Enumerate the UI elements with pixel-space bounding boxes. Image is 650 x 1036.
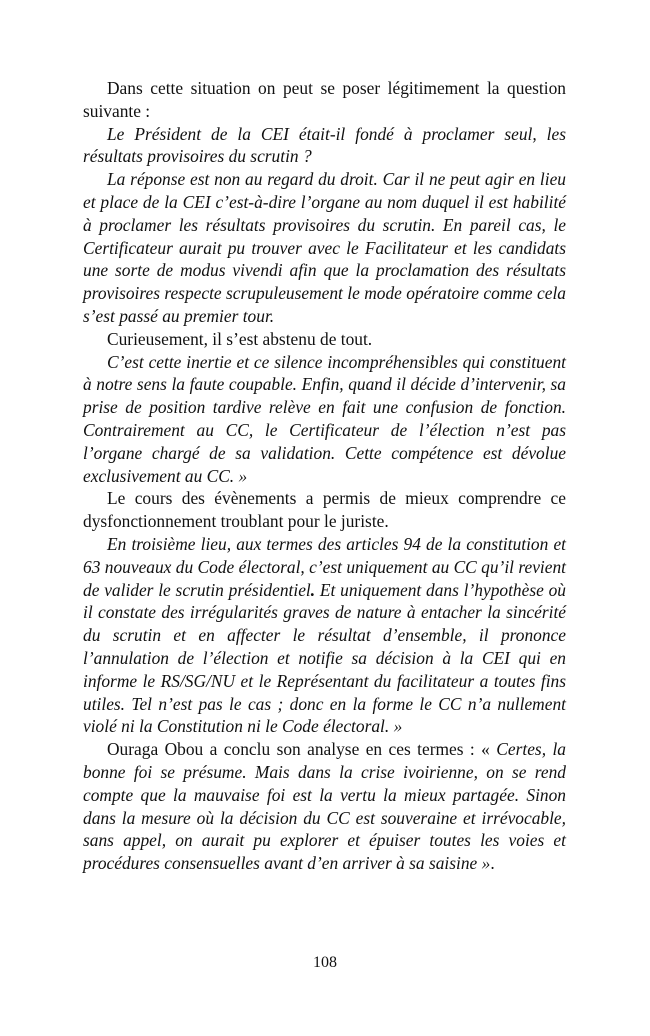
text-run: .	[490, 853, 495, 874]
quoted-question	[83, 123, 566, 169]
text-run: Le cours des évènements a permis de mieux comprendre ce dysfonctionnement troublant pour le juriste.	[83, 488, 566, 532]
paragraph	[83, 487, 566, 533]
paragraph	[83, 77, 566, 123]
quoted-text: Certes, la bonne foi se présume. Mais dans la crise ivoirienne, on se rend compte que la mauvaise foi est la vertu la mieux partagée. Sinon dans la mesure où la décision du CC est souveraine et irrévocable, sans appel, on aurait pu explorer et épuiser toutes les voies et procédures consensuelles avant d’en arriver à sa saisine »	[83, 739, 566, 874]
page-number: 108	[313, 954, 337, 971]
text-run: La réponse est non au regard du droit. Car il ne peut agir en lieu et place de la CEI c’est-à-dire l’organe au nom duquel il est habilité à proclamer les résultats provisoires du scrutin. En pareil cas, le Certificateur aurait pu trouver avec le Facilitateur et les candidats une sorte de modus vivendi afin que la proclamation des résultats provisoires respecte scrupuleusement le mode opératoire comme cela s’est passé au premier tour.	[83, 169, 566, 326]
paragraph	[83, 738, 566, 875]
text-run: C’est cette inertie et ce silence incompréhensibles qui constituent à notre sens la faute coupable. Enfin, quand il décide d’intervenir, sa prise de position tardive relève en fait une confusion de fonction. Contrairement au CC, le Certificateur de l’élection n’est pas l’organe chargé de sa validation. Cette compétence est dévolue exclusivement au CC. »	[83, 351, 566, 486]
text-run: Le Président de la CEI était-il fondé à proclamer seul, les résultats provisoires du scrutin ?	[83, 123, 566, 167]
text-run: Et uniquement dans l’hypothèse où il constate des irrégularités graves de nature à entacher la sincérité du scrutin et en affecter le résultat d’ensemble, il prononce l’annulation de l’élection et notifie sa décision à la CEI qui en informe le RS/SG/NU et le Représentant du facilitateur a toutes fins utiles. Tel n’est pas le cas ; donc en la forme le CC n’a nullement violé ni la Constitution ni le Code électoral. »	[83, 579, 566, 737]
quoted-paragraph	[83, 533, 566, 738]
quoted-paragraph	[83, 168, 566, 328]
body-text	[83, 77, 566, 875]
text-run: Curieusement, il s’est abstenu de tout.	[107, 328, 373, 349]
quoted-paragraph	[83, 351, 566, 488]
text-run: En troisième lieu, aux termes des articles 94 de la constitution et 63 nouveaux du Code électoral, c’est uniquement au CC qu’il revient de valider le scrutin présidentiel	[83, 533, 566, 600]
text-run: Dans cette situation on peut se poser légitimement la question suivante :	[83, 78, 566, 121]
paragraph	[83, 328, 566, 351]
bold-period: .	[310, 579, 316, 600]
text-run: Ouraga Obou a conclu son analyse en ces termes : «	[107, 739, 497, 760]
